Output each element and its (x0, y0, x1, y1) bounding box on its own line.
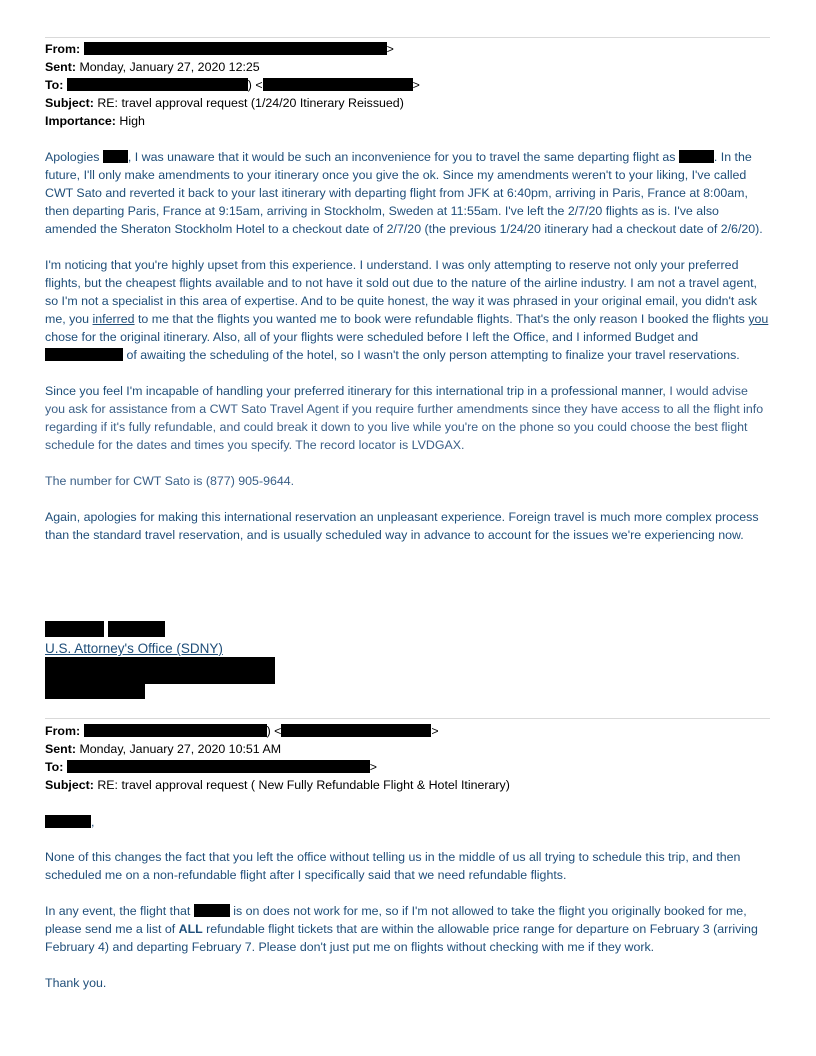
email1-to-line (45, 76, 420, 94)
signature-office-link[interactable]: U.S. Attorney's Office (SDNY) (45, 641, 223, 656)
email1-sent-line (45, 58, 260, 76)
signature-redaction (45, 684, 145, 699)
signature-name-redaction (108, 621, 165, 637)
email2-from-line (45, 722, 439, 740)
sent-value: Monday, January 27, 2020 10:51 AM (79, 742, 282, 756)
signature-redaction (45, 657, 275, 684)
email1-from-line (45, 40, 394, 58)
from-label: From: (45, 42, 81, 56)
email1-subject-line (45, 94, 404, 112)
redaction-bar (263, 78, 413, 91)
email2-subject-line (45, 776, 510, 794)
text: . In the future, I'll only make amendments to your itinerary once you give the ok. Since my amendments weren't to your liking, I've called CWT Sato and reverted it back to your last itinerary with departing flight from JFK at 6:40pm, arriving in Paris, France at 8:00am, then departing Paris, France at 9:15am, arriving in Stockholm, Sweden at 11:55am. I've left the 2/7/20 flights as is. I've also amended the Sheraton Stockholm Hotel to a checkout date of 2/7/20 (the previous 1/24/20 itinerary had a checkout date of 2/6/20). (45, 150, 763, 236)
redaction-bar (45, 815, 91, 828)
sent-label: Sent: (45, 60, 76, 74)
email2-paragraph-2 (45, 902, 771, 956)
text: Apologies (45, 150, 103, 164)
importance-label: Importance: (45, 114, 116, 128)
text: I would advise you ask for assistance from a CWT Sato Travel Agent if you require further amendments since they have access to all the flight info regarding if it's fully refundable, and could break it down to you live while you're on the phone so you could choose the best flight schedule for the dates and times you specify. The record locator is LVDGAX. (45, 384, 764, 452)
subject-value: RE: travel approval request (1/24/20 Itinerary Reissued) (97, 96, 404, 110)
angle-close: > (386, 42, 394, 56)
email1-paragraph-4: The number for CWT Sato is (877) 905-9644. (45, 474, 295, 488)
email1-body (45, 148, 771, 562)
text: of awaiting the scheduling of the hotel, so I wasn't the only person attempting to finalize your travel reservations. (123, 348, 740, 362)
text: , I was unaware that it would be such an inconvenience for you to travel the same departing flight as (127, 150, 679, 164)
to-label: To: (45, 760, 64, 774)
text: is on does not work for me, so if I'm not allowed to take the flight you originally booked for me, please send me a list of (45, 904, 747, 936)
redaction-bar (67, 760, 370, 773)
top-divider (45, 37, 770, 38)
email2-paragraph-1: None of this changes the fact that you left the office without telling us in the middle of us all trying to schedule this trip, and then scheduled me on a non-refundable flight after I specifically said that we need refundable flights. (45, 850, 741, 882)
text: refundable flight tickets that are within the allowable price range for departure on February 3 (arriving February 4) and departing February 7. Please don't just put me on flights without checking with me if they work. (45, 922, 758, 954)
email2-greeting (45, 813, 94, 831)
redaction-bar (103, 150, 128, 163)
underlined-word: you (748, 312, 769, 326)
redaction-bar (679, 150, 714, 163)
subject-label: Subject: (45, 778, 94, 792)
text: In any event, the flight that (45, 904, 194, 918)
text: to me that the flights you wanted me to book were refundable flights. That's the only reason I booked the flights (134, 312, 749, 326)
importance-value: High (119, 114, 145, 128)
greeting-comma: , (91, 815, 95, 829)
email1-paragraph-3 (45, 382, 771, 454)
email1-paragraph-2 (45, 256, 771, 364)
to-label: To: (45, 78, 64, 92)
subject-label: Subject: (45, 96, 94, 110)
to-separator: ) < (247, 78, 263, 92)
redaction-bar (84, 724, 267, 737)
sent-value: Monday, January 27, 2020 12:25 (79, 60, 260, 74)
redaction-bar (281, 724, 431, 737)
email1-paragraph-5: Again, apologies for making this international reservation an unpleasant experience. Foreign travel is much more complex process than the standard travel reservation, and is usually scheduled way in advance to account for the issues we're experiencing now. (45, 510, 759, 542)
redaction-bar (67, 78, 248, 91)
text: I'm noticing that you're highly upset from this experience. I understand. I was only attempting to reserve not only your preferred flights, but the cheapest flights available and to not have it sold out due to the nature of the airline industry. I am not a travel agent, so I'm not a specialist in this area of expertise. And to be quite honest, the way it was phrased in your original email, you didn't ask me, you (45, 258, 758, 326)
email2-body (45, 848, 771, 1010)
email1-paragraph-1 (45, 148, 771, 238)
redaction-bar (84, 42, 387, 55)
sent-label: Sent: (45, 742, 76, 756)
from-label: From: (45, 724, 81, 738)
email2-sent-line (45, 740, 281, 758)
text: Since you feel I'm incapable of handling your preferred itinerary for this international trip in a professional manner, (45, 384, 670, 398)
angle-close: > (369, 760, 378, 774)
bold-word: ALL (178, 922, 203, 936)
from-separator: ) < (266, 724, 282, 738)
text: chose for the original itinerary. Also, all of your flights were scheduled before I left the Office, and I informed Budget and (45, 330, 699, 344)
redaction-bar (194, 904, 230, 917)
angle-close: > (412, 78, 420, 92)
subject-value: RE: travel approval request ( New Fully Refundable Flight & Hotel Itinerary) (97, 778, 510, 792)
email1-importance-line (45, 112, 145, 130)
angle-close: > (431, 724, 439, 738)
email2-paragraph-3: Thank you. (45, 976, 107, 990)
signature-name-redaction (45, 621, 104, 637)
underlined-word: inferred (92, 312, 135, 326)
redaction-bar (45, 348, 123, 361)
email2-to-line (45, 758, 377, 776)
email2-divider (45, 718, 770, 719)
